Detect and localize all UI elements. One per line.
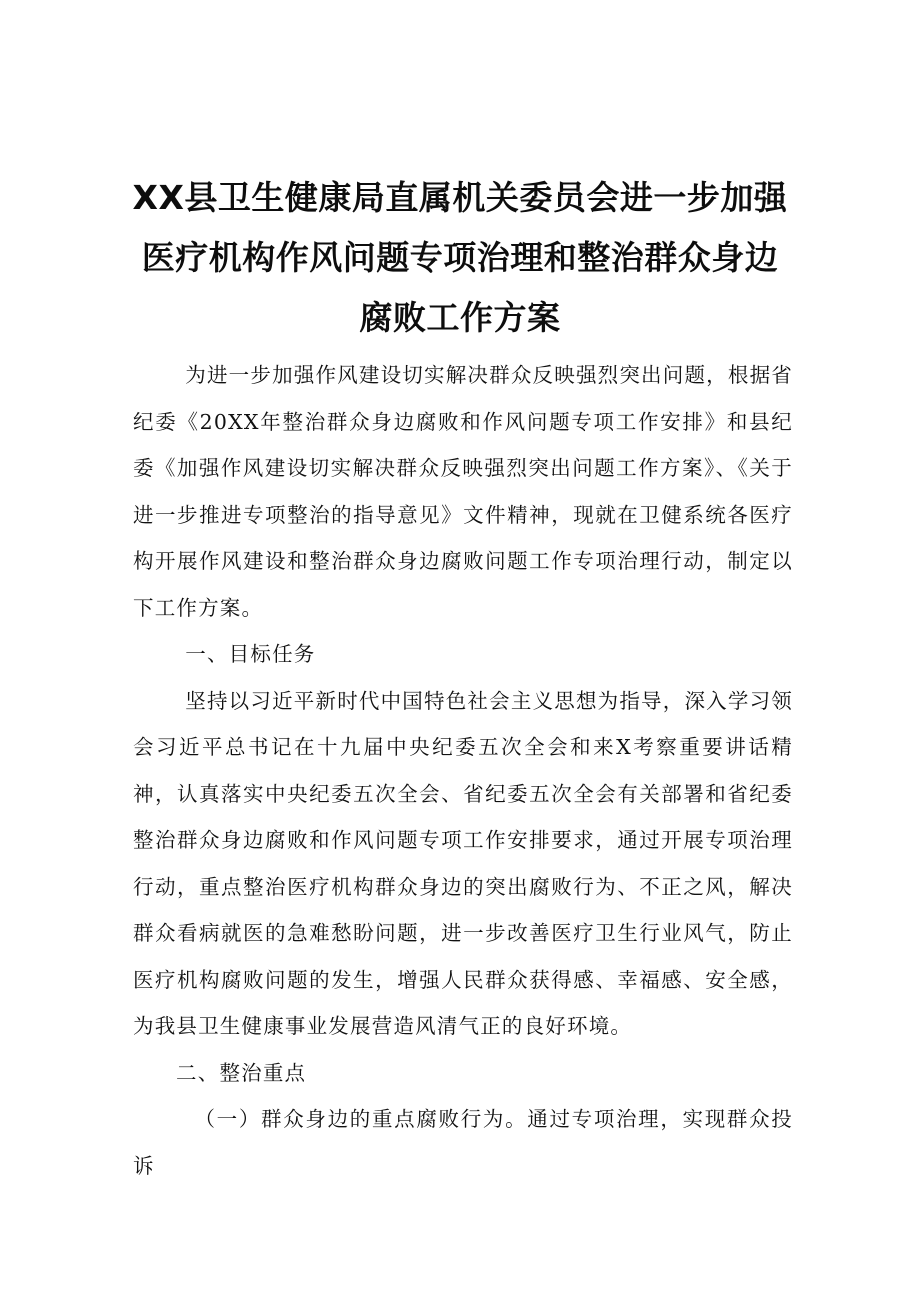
goals-paragraph: 坚持以习近平新时代中国特色社会主义思想为指导，深入学习领会习近平总书记在十九届中央纪委五次全会和来X考察重要讲话精神，认真落实中央纪委五次全会、省纪委五次全会有关部署和省纪委整治群众身边腐败和作风问题专项工作安排要求，通过开展专项治理行动，重点整治医疗机构群众身边的突出腐败行为、不正之风，解决群众看病就医的急难愁盼问题，进一步改善医疗卫生行业风气，防止医疗机构腐败问题的发生，增强人民群众获得感、幸福感、安全感，为我县卫生健康事业发展营造风清气正的良好环境。 <box>133 688 793 1038</box>
section-heading-goals: 一、目标任务 <box>185 642 316 666</box>
section-heading-focus: 二、整治重点 <box>176 1060 307 1085</box>
document-title <box>110 168 810 348</box>
focus-subitem-1: （一）群众身边的重点腐败行为。通过专项治理，实现群众投诉 <box>133 1107 793 1178</box>
title-line-2: 医疗机构作风问题专项治理和整治群众身边 <box>141 238 779 277</box>
title-line-3: 腐败工作方案 <box>359 298 561 337</box>
intro-paragraph: 为进一步加强作风建设切实解决群众反映强烈突出问题，根据省纪委《20XX年整治群众身边腐败和作风问题专项工作安排》和县纪委《加强作风建设切实解决群众反映强烈突出问题工作方案》、《关于进一步推进专项整治的指导意见》文件精神，现就在卫健系统各医疗构开展作风建设和整治群众身边腐败问题工作专项治理行动，制定以下工作方案。 <box>133 363 793 620</box>
title-line-1: XX县卫生健康局直属机关委员会进一步加强 <box>132 178 788 217</box>
document-body <box>133 352 793 1189</box>
